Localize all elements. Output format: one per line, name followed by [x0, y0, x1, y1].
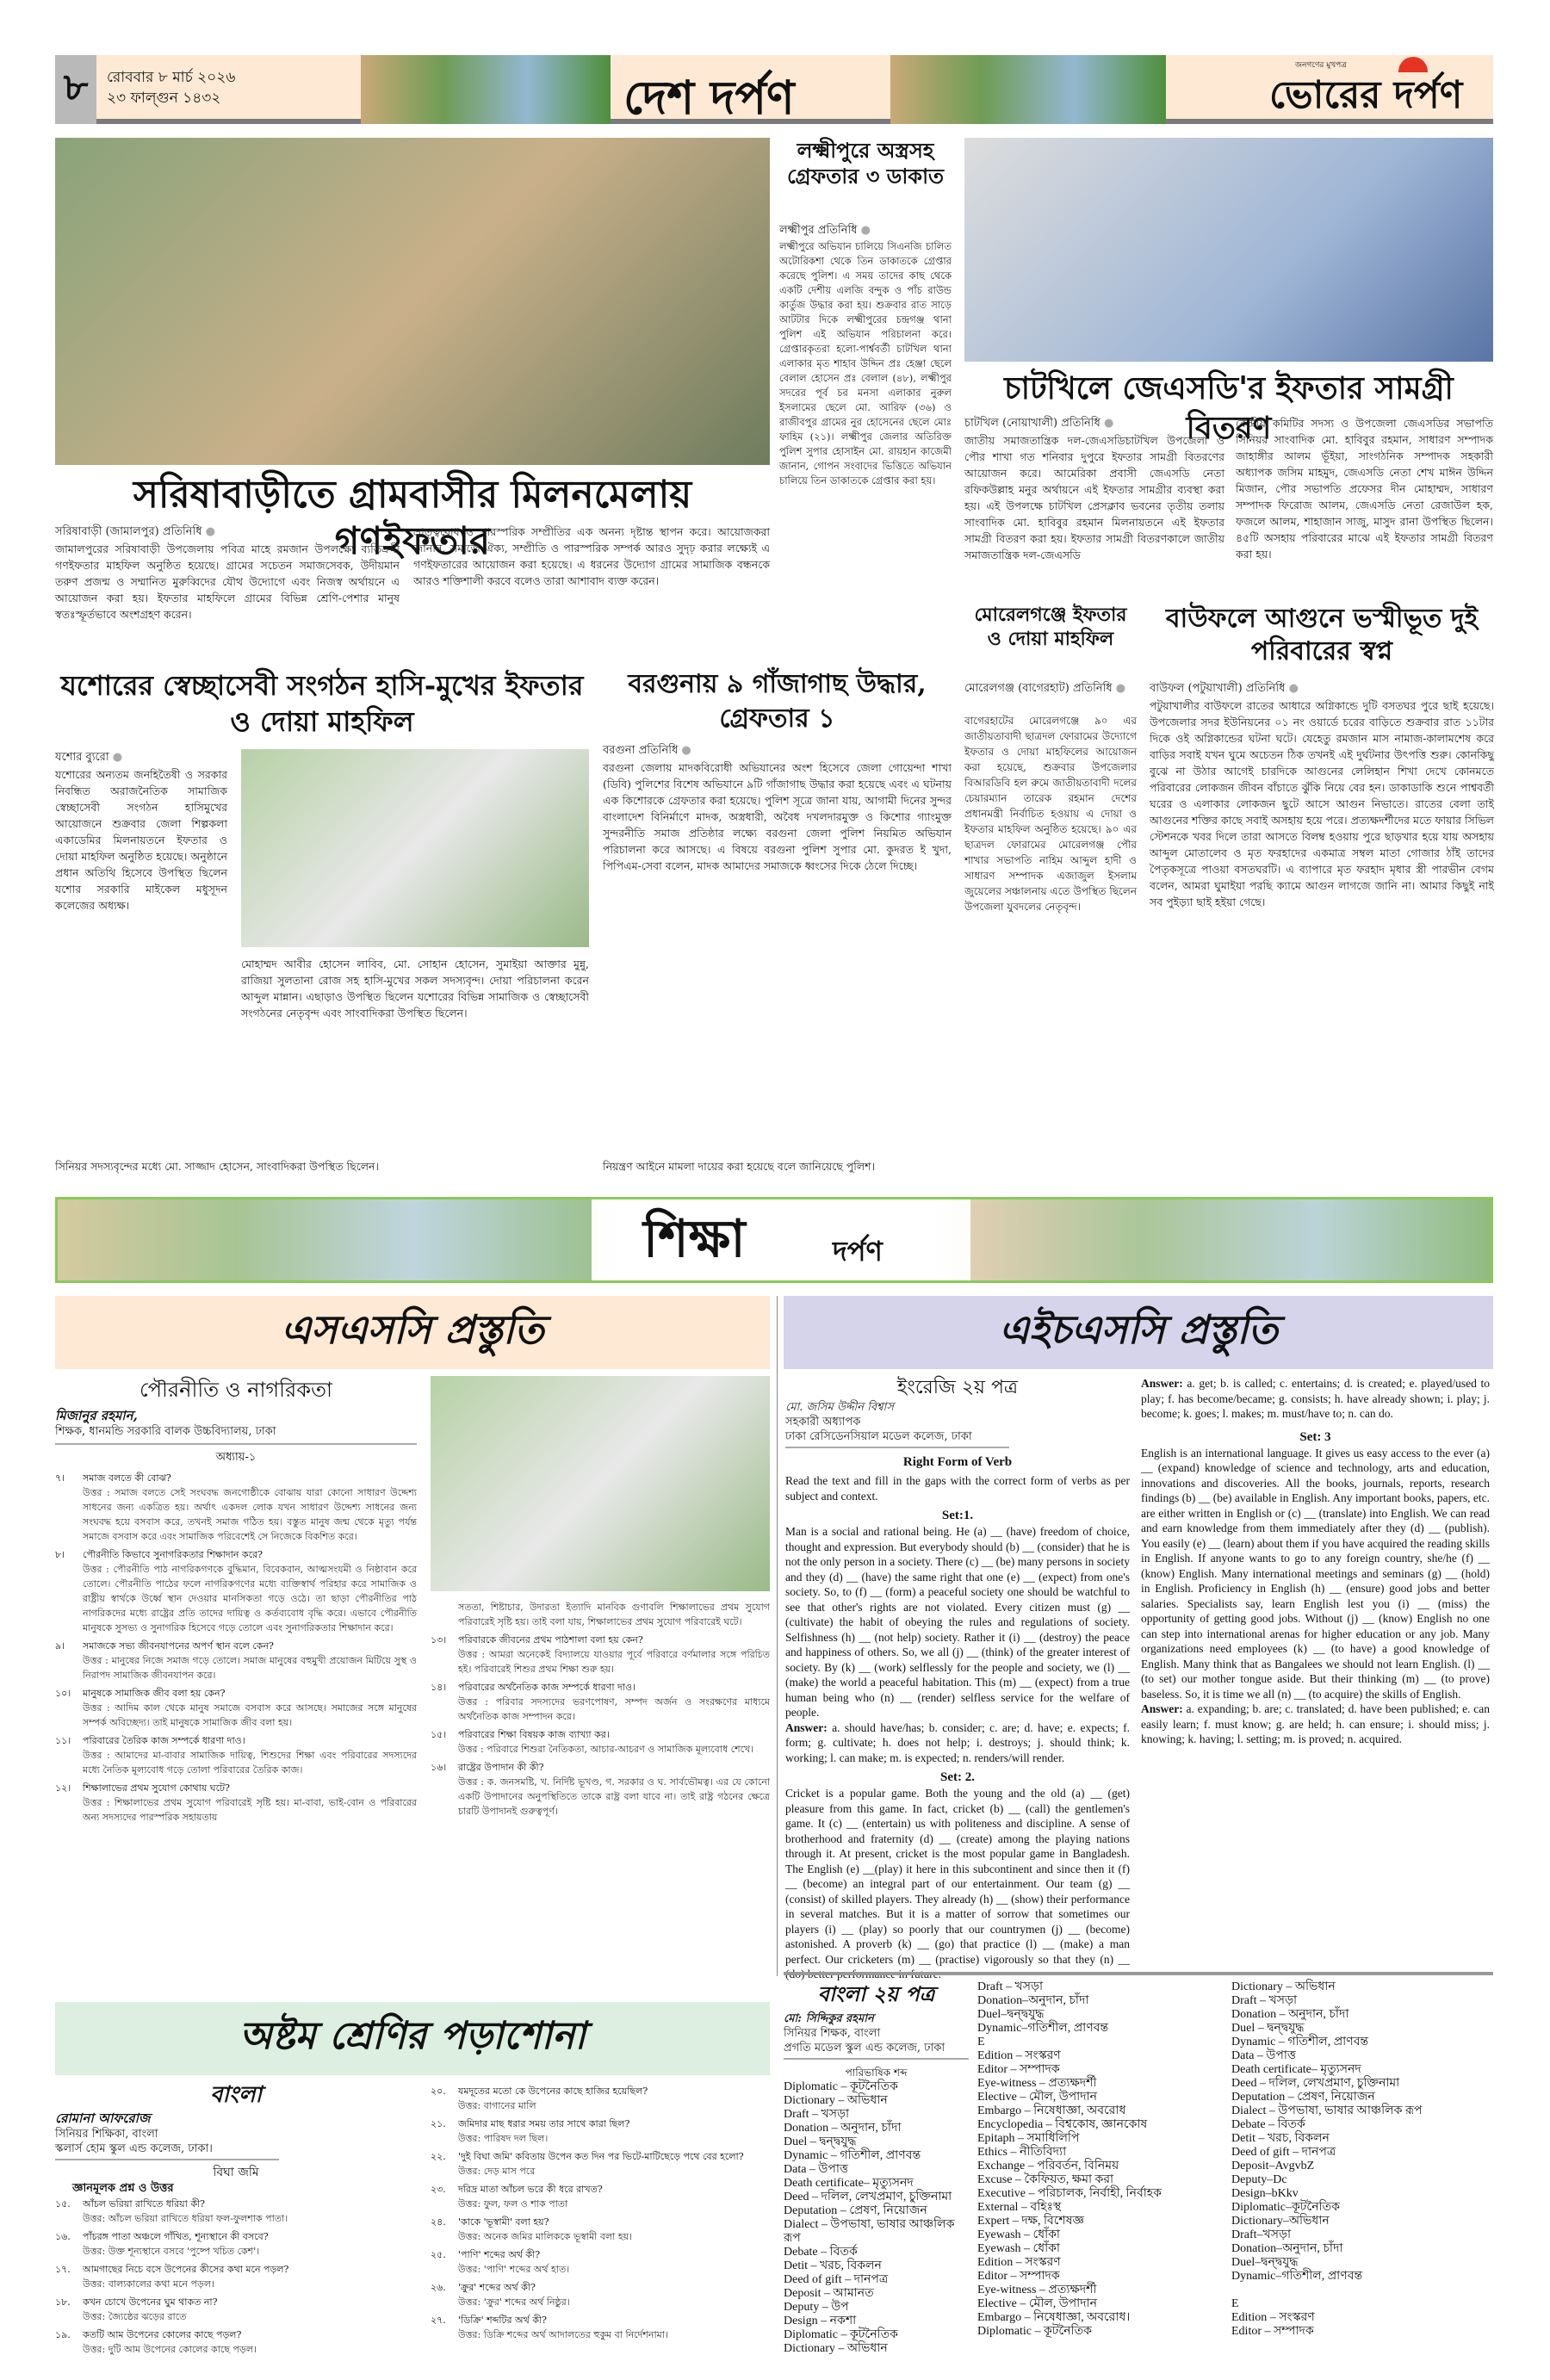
qa-answer: উত্তর: দেড় মাস পরে [458, 2166, 536, 2177]
glossary-heading: পারিভাষিক শব্দ [845, 2067, 908, 2079]
glossary-entry: Deputation – প্রেষণ, নিয়োজন [1231, 2091, 1375, 2104]
ssc-author-role: শিক্ষক, ধানমন্ডি সরকারি বালক উচ্চবিদ্যালয়, ঢাকা [55, 1424, 417, 1445]
glossary-entry: Executive – পরিচালক, নির্বাহী, নির্বাহক [977, 2187, 1162, 2200]
glossary-entry: Eye-witness – প্রত্যক্ষদর্শী [977, 2284, 1097, 2296]
hsc-set2-text: Cricket is a popular game. Both the young and the old (a) __ (get) pleasure from this game. In fact, cricket (b) __ (call) the gentlemen's game. It (c) __ (entertain) us with politeness and discipline. A sense of brotherhood and fraternity (d) __ (create) among the playing nations through it. At present, cricket is the most popular game in Bangladesh. The English (e) __(play) it here in this subcontinent and since then it (f) __ (become) an integral part of our entertainment. Our team (g) __ (consist) of skilled players. They already (h) __ (show) their performance in several matches. But it is a matter of sorrow that sometimes our players (i) __ (play) so poorly that our countrymen (j) __ (become) astonished. A proverb (k) __ (go) that practice (l) __ (make) a man perfect. Our cricketers (m) __ (practise) vigorously so that they (n) __ [785, 1787, 1130, 1966]
glossary-entry: Eye-witness – প্রত্যক্ষদর্শী [977, 2077, 1097, 2090]
glossary-entry: Detit – খরচ, বিকলন [784, 2259, 882, 2272]
qa-number: ১০। [55, 1688, 71, 1699]
glossary-entry: Duel–দ্বন্দ্বযুদ্ধ [977, 2008, 1045, 2021]
qa-answer: সততা, শিষ্টাচার, উদারতা ইত্যাদি মানবিক গুণাবলি শিক্ষালাভের প্রথম সুযোগ পরিবারেই সৃষ্টি হয়। তাই বলা যায়, শিক্ষালাভের প্রথম সুযোগ পরিবারেই ঘটে। [458, 1602, 770, 1627]
qa-number: ১৯. [55, 2329, 71, 2340]
section-divider [784, 1972, 1493, 1975]
glossary-entry: Data – উপাত্ত [1231, 2049, 1296, 2062]
qa-question: পৌরনীতি কিভাবে সুনাগরিকতার শিক্ষাদান করে? [83, 1549, 263, 1560]
ssc-chapter: অধ্যায়-১ [215, 1451, 257, 1464]
qa-number: ২০. [431, 2086, 446, 2097]
qa-number [431, 1600, 451, 1629]
qa-question: পরিবারের তৈরিক কাজ সম্পর্কে ধারণা দাও। [83, 1735, 245, 1746]
bangla2-author-inst: প্রগতি মডেল স্কুল এন্ড কলেজ, ঢাকা [784, 2041, 969, 2060]
glossary-entry: Deposit–AvgvbZ [1231, 2160, 1315, 2172]
glossary-entry: Ethics – নীতিবিদ্যা [977, 2146, 1067, 2159]
qa-item [431, 1760, 770, 1819]
story-text-sarishabari-2: ভ্রাতৃত্ববোধ ও পারস্পরিক সম্প্রীতির এক অনন্য দৃষ্টান্ত স্থাপন করে। আয়োজকরা জানান, সমাজে ঐক্য, সম্প্রীতি ও পারস্পরিক সম্পর্ক আরও সুদৃঢ় করার লক্ষ্যেই এ গণইফতারের আয়োজন করা হয়েছে। এ ধরনের উদ্যোগ গ্রামের সামাজিক বন্ধনকে আরও শক্তিশালী করবে বলেও তারা আশাবাদ ব্যক্ত করেন। [413, 525, 770, 587]
qa-item [431, 1633, 770, 1677]
glossary-entry: Deed of gift – দানপত্র [1231, 2146, 1336, 2159]
glossary-entry: Edition – সংস্করণ [1231, 2311, 1315, 2324]
qa-answer: উত্তর: বাগানের মালি [458, 2100, 536, 2111]
qa-item [431, 2182, 770, 2211]
qa-question: কখন চোখে উপেনের ঘুম থাকত না? [83, 2296, 218, 2308]
glossary-entry: Dynamic – গতিশীল, প্রাণবন্ত [784, 2149, 921, 2162]
hsc-author: মো. জসিম উদ্দীন বিশ্বাস [785, 1401, 894, 1414]
glossary-entry: Edition – সংস্করণ [977, 2256, 1061, 2269]
glossary-entry: Encyclopedia – বিশ্বকোষ, জ্ঞানকোষ [977, 2118, 1148, 2131]
qa-number: ৮। [55, 1549, 65, 1560]
glossary-entry: Death certificate– মৃত্যুসনদ [1231, 2063, 1361, 2076]
glossary-entry: Diplomatic – কূটনৈতিক [977, 2325, 1092, 2338]
qa-number: ১৫। [431, 1729, 447, 1740]
glossary-entry: Duel – দ্বন্দ্বযুদ্ধ [1231, 2022, 1305, 2035]
brand-tagline: জনগণের মুখপত্র [1295, 61, 1347, 70]
glossary-entry: Donation – অনুদান, চাঁদা [784, 2122, 902, 2135]
bangla2-title: বাংলা ২য় পত্র [817, 1981, 935, 2006]
glossary-entry: Deed – দলিল, লেখপ্রমাণ, চুক্তিনামা [784, 2191, 952, 2203]
qa-question: পাঁচরঙ্গ পাতা অঞ্চলে গাঁথিত, শূন্যস্থানে কী বসবে? [83, 2231, 269, 2242]
qa-number: ১৬. [55, 2231, 71, 2242]
answer-text: a. should have/has; b. consider; c. are; d. have; e. expects; f. form; g. cultivate; h. does not help; i. destroys; j. should think; k. working; l. can make; m. is expected; n. renders/will render. [785, 1720, 1130, 1764]
headline-bauphal: বাউফলে আগুনে ভস্মীভূত দুই পরিবারের স্বপ্ন [1165, 604, 1479, 666]
ssc-band: এসএসসি প্রস্তুতি [55, 1296, 770, 1369]
qa-answer: উত্তর: 'ক্রুর' শব্দের অর্থ নিষ্ঠুর। [458, 2296, 570, 2308]
glossary-col-3 [1231, 1980, 1490, 2339]
qa-item [431, 2313, 770, 2342]
glossary-entry: Dynamic–গতিশীল, প্রাণবন্ত [977, 2022, 1109, 2035]
qa-item [55, 2327, 417, 2357]
glossary-col-2 [977, 1980, 1218, 2339]
qa-number: ২৫. [431, 2249, 446, 2260]
masthead [55, 55, 1493, 124]
qa-answer: উত্তর : শিক্ষালাভের প্রথম সুযোগ পরিবারেই সৃষ্টি হয়। মা-বাবা, ভাই-বোন ও পরিবারের অন্য সদস্যদের পারস্পরিক সহায়তায় [83, 1797, 417, 1823]
headline-laxmipur: লক্ষ্মীপুরে অস্ত্রসহ গ্রেফতার ৩ ডাকাত [786, 138, 945, 189]
qa-question: কতটি আম উপেনের কোলের কাছে পড়ল? [83, 2329, 242, 2340]
glossary-entry: Eyewash – ধোঁকা [977, 2242, 1060, 2255]
glossary-entry: Dynamic–গতিশীল, প্রাণবন্ত [1231, 2270, 1363, 2283]
qa-answer: উত্তর: 'পাণি' শব্দের অর্থ হাত। [458, 2264, 570, 2275]
glossary-entry: E [977, 2036, 985, 2048]
answer-text: a. expanding; b. are; c. translated; d. have been published; e. can easily learn; f. must know; g. are held; h. can ensure; i. should miss; j. knowing; k. having; l. setting; m. is proved; n. acquired. [1141, 1702, 1490, 1745]
ssc-qa-list [55, 1471, 417, 1828]
qa-number: ২৩. [431, 2184, 446, 2195]
qa-question: পরিবারের অর্থনৈতিক কাজ সম্পর্কে ধারণা দাও। [458, 1682, 636, 1693]
qa-question: শিক্ষালাভের প্রথম সুযোগ কোথায় ঘটে? [83, 1782, 230, 1794]
qa-item [431, 2149, 770, 2179]
qa-answer: উত্তর : আমাদের মা-বাবার সামাজিক দায়িত্ব, শিশুদের শিক্ষা এবং পরিবারের সদস্যদের মধ্যে নৈতিক মূল্যবোধ গড়ে তোলা পরিবারের তৈরিক কাজ। [83, 1750, 417, 1776]
glossary-entry: Design – নকশা [784, 2315, 857, 2327]
photo-jashore-iftar [241, 749, 589, 947]
glossary-entry: Draft–খসড়া [1231, 2228, 1292, 2241]
qa-number: ৯। [55, 1640, 65, 1652]
column-divider [777, 1296, 778, 1976]
ssc-qa-list-2 [431, 1600, 770, 1822]
hsc-set3-answer [1141, 1701, 1490, 1747]
glossary-col-1 [784, 2080, 969, 2356]
qa-question: রাষ্ট্রের উপাদান কী কী? [458, 1762, 544, 1773]
qa-item [431, 2247, 770, 2277]
qa-question: মানুষকে সামাজিক জীব বলা হয় কেন? [83, 1688, 226, 1699]
glossary-entry: Death certificate– মৃত্যুসনদ [784, 2177, 914, 2190]
hsc-author-role: সহকারী অধ্যাপক [785, 1416, 861, 1429]
header-photo-strip-right [890, 55, 1166, 124]
qa-answer: উত্তর : পৌরনীতি পাঠ নাগরিকগণকে বুদ্ধিমান, বিবেকবান, আত্মসংযমী ও নিষ্ঠাবান করে তোলে। পৌরনীতি পাঠের ফলে নাগরিকগণের মধ্যে ব্যক্তিস্বার্থ পরিহার করে সামাজিক ও রাষ্ট্রীয় স্বার্থকে উর্ধ্বে স্থান দেওয়ার মানসিকতা গড়ে ওঠে। তা ছাড়া পৌরনীতির পাঠ নাগরিকদের মধ্যে রাষ্ট্রের প্রতি তাদের দায়িত্ব ও কর্তব্যবোধ বৃদ্ধি করে। এভাবে পৌরনীতি মানুষকে সুসভ্য ও সুনাগরিক হিসেবে গড়ে তোলে এবং সুনাগরিকতার শিক্ষাদান করে। [83, 1564, 417, 1633]
date-gregorian: রোববার ৮ মার্চ ২০২৬ [107, 69, 236, 86]
qa-number: ১৬। [431, 1762, 447, 1773]
qa-answer: উত্তর: উক্ত শূন্যস্থানে বসবে 'পুষ্পে খচিত কেশ'। [83, 2246, 260, 2257]
qa-number: ২২. [431, 2151, 446, 2162]
glossary-entry: Draft – খসড়া [784, 2108, 850, 2121]
story-text-chatkhil-2: কেন্দ্রীয় কমিটির সদস্য ও উপজেলা জেএসডির সভাপতি সিনিয়র সাংবাদিক মো. হাবিবুর রহমান, সাধারণ সম্পাদক জাহাঙ্গীর আলম ভূঁইয়া, সাংগঠনিক সম্পাদক সহকারী অধ্যাপক জসিম মাহমুদ, জেএসডি নেতা শেখ মাঈন উদ্দিন মিজান, পৌর সভাপতি প্রফেসর দীন মোহাম্মদ, সাধারণ সম্পাদক ফিরোজ আলম, জেএসডি নেতা রেজাউল হক, ফজলে আলম, শাহাজান সাজু, মাসুদ রানা উপস্থিত ছিলেন। ৪৫টি অসহায় পরিবারের মাঝে এই ইফতার সামগ্রী বিতরণ করা হয়। [1236, 417, 1493, 561]
glossary-entry: Deputy–Dc [1231, 2173, 1287, 2186]
qa-item [431, 2084, 770, 2113]
class8-author-inst: স্কলার্স হোম স্কুল এন্ড কলেজ, ঢাকা। [55, 2141, 279, 2160]
glossary-entry: Diplomatic–কূটনৈতিক [1231, 2201, 1340, 2214]
answer-label: Answer: [1141, 1702, 1183, 1715]
glossary-entry: Duel–দ্বন্দ্বযুদ্ধ [1231, 2256, 1299, 2269]
qa-question: 'দুই বিঘা জমি' কবিতায় উপেন কত দিন পর ভিটে-মাটিছেড়ে পথে বের হলো? [458, 2151, 744, 2162]
qa-answer: উত্তর: পারিষদ দল ছিল। [458, 2133, 549, 2144]
qa-answer: উত্তর: অনেক জমির মালিককে ভূস্বামী বলা হয়। [458, 2231, 633, 2242]
qa-question: আঁচল ভরিয়া রাখিতে ধরিয়া কী? [83, 2198, 206, 2210]
hsc-set1-title: Set:1. [941, 1509, 974, 1522]
glossary-entry: Editor – সম্পাদক [977, 2063, 1060, 2076]
story-text-jashore-closing: সিনিয়র সদস্যবৃন্দের মধ্যে মো. সাজ্জাদ হোসেন, সাংবাদিকরা উপস্থিত ছিলেন। [55, 1160, 379, 1173]
qa-answer: উত্তর: ফুল, ফল ও শাক পাতা [458, 2198, 568, 2210]
glossary-entry: Epitaph – সমাধিলিপি [977, 2132, 1080, 2145]
qa-answer: উত্তর : সমাজ বলতে সেই সংঘবদ্ধ জনগোষ্ঠীকে বোঝায় যারা কোনো সাধারণ উদ্দেশ্য সাধনের জন্য একত্রিত হয়। অর্থাৎ একদল লোক যখন সাধারণ উদ্দেশ্য সাধনের জন্য সংঘবদ্ধ হয়ে বসবাস করে, তখনই সমাজ গঠিত হয়। বস্তুত মানুষ জন্ম থেকে মৃত্যু পর্যন্ত সমাজে বসবাস করে এবং সামাজিক পরিবেশেই সে নিজেকে বিকশিত করে। [83, 1487, 417, 1542]
hsc-left-column [785, 1376, 1130, 1982]
qa-number: ২১. [431, 2118, 446, 2129]
qa-answer: উত্তর: জ্যৈষ্ঠের ঝড়ের রাতে [83, 2311, 187, 2322]
qa-answer: উত্তর: দুটি আম উপেনের কোলের কাছে পড়ল। [83, 2344, 257, 2355]
story-text-laxmipur: লক্ষ্মীপুরে অভিযান চালিয়ে সিএনজি চালিত অটোরিকশা থেকে তিন ডাকাতকে গ্রেপ্তার করেছে পুলিশ। এ সময় তাদের কাছ থেকে একটি দেশীয় এলজি বন্দুক ও পাঁচ রাউন্ড কার্তুজ উদ্ধার করা হয়। শুক্রবার রাত সাড়ে আটটার দিকে লক্ষ্মীপুরের চন্দ্রগঞ্জ থানা পুলিশ এই অভিযান পরিচালনা করে। গ্রেপ্তারকৃতরা হলো-পার্শ্ববর্তী চাটখিল থানা এলাকার মৃত শাহাব উদ্দিন প্রঃ হেঞ্জা ছেলে বেলাল হোসেন প্রঃ বেলাল (৪৮), লক্ষ্মীপুর সদরের পূর্ব চর মনসা এলাকার নুরুল ইসলামের ছেলে মো. আরিফ (৩৬) ও রাজীবপুর গ্রামের নুর হোসেনের ছেলে মোঃ ফাহিম (২১)। লক্ষ্মীপুর জেলার অতিরিক্ত পুলিশ সুপার হোসাইন মো. রায়হান কাজেমী জানান, গোপন সংবাদের ভিত্তিতে অভিযান চালিয়ে তিন ডাকাতকে গ্রেপ্তার করা হয়। [779, 240, 952, 487]
glossary-entry: Editor – সম্পাদক [1231, 2325, 1314, 2338]
qa-item [55, 1547, 417, 1635]
sun-logo-icon [1398, 57, 1428, 72]
qa-item [55, 1781, 417, 1825]
glossary-entry: Deposit – আমানত [784, 2287, 874, 2300]
glossary-entry: Dictionary – অভিধান [784, 2342, 888, 2355]
glossary-entry: Debate – বিতর্ক [1231, 2118, 1305, 2131]
hsc-set1-answer [785, 1720, 1130, 1766]
hsc-set1-text: Man is a social and rational being. He (a) __ (have) freedom of choice, thought and expression. But everybody should (b) __ (consider) that he is not the only person in a society. There (c) __ (be) many persons in society and they (d) __ (have) the same right that one (e) __ (expect) from one's society. So, to (f) __ (form) a peaceful society one should be watchful to see that other's rights are not violated. Every citizen must (g) __ (cultivate) the habit of obeying the rules and regulations of society. Selfishness (h) __ (not help) society. Rather it (i) __ (destroy) the peace and happiness of others. So, we all (j) __ (think) of the greater interest of society. By (k) __ (work) selflessly for the people and society, we (l) __ (make) the world a peaceful habitation. This (m) __ (expect) from a true human being who (n) __ (render) selfless service for the welfare of people. [785, 1525, 1130, 1719]
glossary-entry: Eyewash – ধোঁকা [977, 2228, 1060, 2241]
qa-number: ১৪। [431, 1682, 447, 1693]
glossary-entry: External – বহিঃস্থ [977, 2201, 1062, 2214]
qa-item [55, 1733, 417, 1777]
qa-question: দরিদ্র মাতা আঁচল ভরে কী ধরে রাখত? [458, 2184, 603, 2195]
qa-answer: উত্তর : পরিবারে শিশুরা নৈতিকতা, আচার-আচরণ ও সামাজিক মূল্যবোধ শেখে। [458, 1744, 754, 1755]
qa-number: ১৭. [55, 2264, 71, 2275]
headline-morelganj: মোরেলগঞ্জে ইফতার ও দোয়া মাহফিল [974, 604, 1127, 650]
qa-item [431, 2117, 770, 2146]
banner-title: শিক্ষা [643, 1209, 746, 1269]
qa-item [431, 1680, 770, 1724]
photo-chatkhil-distribution [964, 138, 1493, 362]
ssc-author: মিজানুর রহমান, [55, 1408, 138, 1423]
glossary-entry: Dialect – উপভাষা, ভাষার আঞ্চলিক রূপ [1231, 2104, 1423, 2117]
shiksha-darpan-banner [55, 1197, 1493, 1283]
hsc-set3-title: Set: 3 [1299, 1429, 1331, 1444]
qa-number: ৭। [55, 1472, 65, 1484]
glossary-entry: Diplomatic – কূটনৈতিক [784, 2328, 898, 2341]
hsc-set2-title: Set: 2. [940, 1770, 975, 1784]
glossary-entry: Dialect – উপভাষা, ভাষার আঞ্চলিক রূপ [784, 2218, 955, 2245]
qa-item [55, 2197, 417, 2226]
qa-item [431, 2280, 770, 2309]
class8-author-role: সিনিয়র শিক্ষিকা, বাংলা [55, 2128, 158, 2141]
qa-answer: উত্তর : আমরা অনেকেই বিদ্যালয়ে যাওয়ার পূর্বে পরিবারে বর্ণমালার সঙ্গে পরিচিত হই। পরিবারেই শিশুর প্রথম শিক্ষা শুরু হয়। [458, 1649, 770, 1675]
hsc-instruction: Read the text and fill in the gaps with the correct form of verbs as per subject and context. [785, 1474, 1130, 1503]
glossary-entry: Draft – খসড়া [977, 1980, 1044, 1993]
qa-item [431, 1600, 770, 1629]
qa-answer: উত্তর : মানুষের নিজে সমাজ গড়ে তোলে। সমাজ মানুষের বহুমুখী প্রয়োজন মিটিয়ে সুস্থ ও নিরাপদ সামাজিক জীবনযাপন করে। [83, 1655, 417, 1681]
qa-answer: উত্তর: আঁচল ভরিয়া রাখিতে ধরিয়া ফল-ফুলশাক পাতা। [83, 2213, 288, 2224]
glossary-entry: Elective – মৌল, উপাদান [977, 2091, 1097, 2104]
glossary-entry: Deed of gift – দানপত্র [784, 2273, 889, 2286]
byline-jashore: যশোর ব্যুরো ● [55, 749, 227, 767]
qa-answer: উত্তর : ক. জনসমষ্টি, খ. নির্দিষ্ট ভূখণ্ড, গ. সরকার ও ঘ. সার্বভৌমত্ব। এর যে কোনো একটি উপাদানের অনুপস্থিতিতে তাকে রাষ্ট্র বলা যাবে না। তাই রাষ্ট্র গঠনের ক্ষেত্রে চারটি উপাদানই গুরুত্বপূর্ণ। [458, 1776, 770, 1817]
glossary-entry: Donation–অনুদান, চাঁদা [1231, 2242, 1343, 2255]
story-text-barguna-closing: নিয়ন্ত্রণ আইনে মামলা দায়ের করা হয়েছে বলে জানিয়েছে পুলিশ। [603, 1160, 876, 1173]
qa-answer: উত্তর : আদিম কাল থেকে মানুষ সমাজে বসবাস করে আসছে। সমাজের সঙ্গে মানুষের সম্পর্ক অবিচ্ছেদ্য। তাই মানুষকে সামাজিক জীব বলা হয়। [83, 1702, 417, 1728]
glossary-entry: Dynamic – গতিশীল, প্রাণবন্ত [1231, 2036, 1369, 2048]
ssc-subject: পৌরনীতি ও নাগরিকতা [140, 1378, 332, 1402]
qa-item [431, 1727, 770, 1757]
headline-barguna: বরগুনায় ৯ গাঁজাগাছ উদ্ধার, গ্রেফতার ১ [628, 669, 927, 734]
glossary-entry: Embargo – নিষেধাজ্ঞা, অবরোধ [977, 2104, 1126, 2117]
photo-students-studying [431, 1376, 770, 1591]
qa-answer: উত্তর : পরিবার সদস্যদের ভরণপোষণ, সম্পদ অর্জন ও সংরক্ষণের মাধ্যমে অর্থনৈতিক কাজ সম্পাদন করে। [458, 1696, 770, 1722]
glossary-entry [1231, 2284, 1490, 2297]
glossary-entry: Design–bKkv [1231, 2187, 1299, 2200]
qa-question: 'ক্রুর' শব্দের অর্থ কী? [458, 2282, 536, 2293]
qa-question: জমিদার মাছ ধরার সময় তার সাথে কারা ছিল? [458, 2118, 630, 2129]
qa-question: সমাজ বলতে কী বোঝ? [83, 1472, 171, 1484]
answer-label: Answer: [785, 1720, 828, 1734]
bangla2-left-column [784, 1980, 969, 2356]
class8-band: অষ্টম শ্রেণির পড়াশোনা [55, 2002, 770, 2075]
glossary-entry: Elective – মৌল, উপাদান [977, 2297, 1097, 2310]
qa-number: ২৭. [431, 2315, 446, 2326]
qa-question: 'ডিক্রি' শব্দটির অর্থ কী? [458, 2315, 547, 2326]
glossary-entry: Duel – দ্বন্দ্বযুদ্ধ [784, 2135, 857, 2148]
glossary-entry: Dictionary – অভিধান [784, 2094, 888, 2107]
brand-logo: ভোরের দর্পণ [1269, 73, 1463, 117]
glossary-entry: Exchange – পরিবর্তন, বিনিময় [977, 2160, 1119, 2172]
byline-morelganj: মোরেলগঞ্জ (বাগেরহাট) প্রতিনিধি ● [964, 680, 1137, 698]
qa-item [55, 2262, 417, 2291]
banner-photo-left [58, 1199, 592, 1280]
class8-left-column [55, 2080, 417, 2360]
qa-number: ২৬. [431, 2282, 446, 2293]
date-bengali: ২৩ ফাল্গুন ১৪৩২ [107, 90, 221, 107]
bangla2-author: মো: সিদ্দিকুর রহমান [784, 2012, 874, 2025]
photo-iftar-gathering [55, 138, 770, 465]
glossary-entry: E [1231, 2297, 1239, 2310]
class8-author: রোমানা আফরোজ [55, 2110, 151, 2126]
qa-number: ১৩। [431, 1634, 447, 1646]
byline-laxmipur: লক্ষ্মীপুর প্রতিনিধি ● [779, 222, 952, 240]
qa-item [55, 1471, 417, 1544]
class8-subject: বাংলা [209, 2082, 263, 2108]
qa-item [55, 2295, 417, 2324]
glossary-entry: Donation–অনুদান, চাঁদা [977, 1994, 1089, 2007]
byline-barguna: বরগুনা প্রতিনিধি ● [603, 742, 952, 760]
byline-chatkhil: চাটখিল (নোয়াখালী) প্রতিনিধি ● [964, 415, 1224, 433]
qa-question: পরিবারের শিক্ষা বিষয়ক কাজ ব্যাখ্যা কর। [458, 1729, 610, 1740]
answer-text: a. get; b. is called; c. entertains; d. is created; e. played/used to play; f. has become/became; g. consists; h. have already shown; i. play; j. become; k. goes; l. makes; m. must/have to; n. can do. [1141, 1377, 1491, 1420]
qa-number: ১২। [55, 1782, 71, 1794]
glossary-entry: Draft – খসড়া [1231, 1994, 1298, 2007]
qa-item [55, 1686, 417, 1730]
hsc-set2-answer [1141, 1376, 1490, 1422]
bangla2-author-role: সিনিয়র শিক্ষক, বাংলা [784, 2027, 881, 2040]
glossary-entry: Deed – দলিল, লেখপ্রমাণ, চুক্তিনামা [1231, 2077, 1400, 2090]
page-number: ৮ [55, 55, 96, 124]
glossary-entry: Dictionary–অভিধান [1231, 2215, 1330, 2228]
byline-bauphal: বাউফল (পটুয়াখালী) প্রতিনিধি ● [1150, 680, 1494, 698]
class8-qa-heading: জ্ঞানমূলক প্রশ্ন ও উত্তর [72, 2182, 174, 2195]
hsc-right-column [1141, 1376, 1490, 1747]
glossary-entry: Detit – খরচ, বিকলন [1231, 2132, 1330, 2145]
headline-sarishabari: সরিষাবাড়ীতে গ্রামবাসীর মিলনমেলায় গণইফতার [133, 473, 692, 563]
ssc-header-block [55, 1376, 417, 1828]
qa-item [55, 1639, 417, 1683]
qa-question: যমদূতের মতো কে উপেনের কাছে হাজির হয়েছিল? [458, 2086, 648, 2097]
story-text-bauphal: পটুয়াখালীর বাউফলে রাতের আধারে অগ্নিকান্ডে দুটি বসতঘর পুরে ছাই হয়েছে। উপজেলার সদর ইউনিয়নের ০১ নং ওয়ার্ডে চরের বাড়িতে শুক্রবার রাত ১১টার দিকে ওই অগ্নিকান্ডের ঘটনা ঘটে। যেহেতু রমজান মাস নামাজ-কালামশেষ করে বাড়ির সবাই যখন ঘুমে অচেতন ঠিক তখনই এই দুর্ঘটনার উৎপত্তি শুরু। কোনকিছু বুঝে না উঠার আগেই চারদিকে আগুনের লেলিহান শিখা দেখে কোনমতে পরিবারের লোকজন জীবন বাঁচাতে ঝুঁকি নিয়ে বের হন। ডাকাডাকি শুনে পাশ্ববর্তী ঘরের ও এলাকার লোকজন ছুটে আসে আগুন নিভাতে। রাতের বেলা তাই আগুনের শক্তির কাছে সবাই অসহায় হয়ে পরে। প্রত্যক্ষদর্শীদের মতে ফায়ার সিভিল স্টেশনকে খবর দিলে তারা আসতে বিলম্ব হওয়ায় পুরে ছাড়খার হয়ে যায় অসহায় আব্দুল মোতালেব ও মৃত ফরহাদের একমাত্র সম্বল মাতা গোজার ঠাঁই তাদের পৈতৃকসূত্রে পাওয়া বসতঘরটি। এ ব্যাপারে মৃত ফরহাদ মৃধার স্ত্রী পারভীন বেগম বলেন, আমরা ঘুমাইয়া পরছি ক্যামে আগুন লাগজে জানি না। আমার কিছুই নাই সব পুইড়্যা ছাই হইয়া গেছে। [1150, 699, 1494, 908]
story-text-jashore-caption: মোহাম্মদ আবীর হোসেন লাবিব, মো. সোহান হোসেন, সুমাইয়া আক্তার মুন্নু, রাজিয়া সুলতানা রোজ সহ হাসি-মুখের সকল সদস্যবৃন্দ। দোয়া পরিচালনা করেন আব্দুল মান্নান। এছাড়াও উপস্থিত ছিলেন যশোরের বিভিন্ন সামাজিক ও স্বেচ্ছাসেবী সংগঠনের নেতৃবৃন্দ এবং সাংবাদিকরা উপস্থিত ছিলেন। [241, 958, 589, 1020]
qa-answer: উত্তর: বাল্যকালের কথা মনে পড়ল। [83, 2278, 214, 2290]
class8-qa-list [55, 2197, 417, 2360]
hsc-subject: ইংরেজি ২য় পত্র [896, 1377, 1019, 1398]
story-text-jashore: যশোরের অন্যতম জনহিতৈষী ও সরকার নিবন্ধিত অরাজনৈতিক সামাজিক স্বেচ্ছাসেবী সংগঠন হাসিমুখের আয়োজনে শুক্রবার জেলা শিল্পকলা একাডেমির মিলনায়তনে ইফতার ও দোয়া মাহফিল অনুষ্ঠিত হয়েছে। অনুষ্ঠানে প্রধান অতিথি হিসেবে উপস্থিত ছিলেন যশোর সরকারি মাইকেল মধুসূদন কলেজের অধ্যক্ষ। [55, 768, 227, 912]
glossary-entry: Embargo – নিষেধাজ্ঞা, অবরোধ। [977, 2311, 1131, 2324]
qa-number: ১১। [55, 1735, 71, 1746]
glossary-entry: Edition – সংস্করণ [977, 2049, 1061, 2062]
date-block [107, 67, 235, 108]
qa-number: ১৮. [55, 2296, 71, 2308]
section-title: দেশ দর্পণ [623, 70, 795, 125]
story-text-chatkhil-1: জাতীয় সমাজতান্ত্রিক দল-জেএসডিচাটখিল উপজেলা ও পৌর শাখা গত শনিবার দুপুরে ইফতার সামগ্রী বিতরণের আয়োজন করে। আমেরিকা প্রবাসী জেএসডি নেতা রফিকউল্লাহ মনুর অর্থায়নে এই ইফতার সামগ্রীর ব্যবস্থা করা হয়। এই উপলক্ষে চাটখিল প্রেসক্লাব ভবনের তৃতীয় তলায় সাংবাদিক মো. হাবিবুর রহমান মিলনায়তনে এই ইফতার সামগ্রী বিতরণ করা হয়। ইফতার সামগ্রী বিতরণকালে জাতীয় সমাজতান্ত্রিক দল-জেএসডি [964, 434, 1224, 561]
qa-answer: উত্তর: ডিক্রি শব্দের অর্থ আদালতের হুকুম বা নির্দেশনামা। [458, 2329, 668, 2340]
qa-question: 'কাকে 'ভূস্বামী' বলা হয়? [458, 2216, 549, 2228]
byline-sarishabari: সরিষাবাড়ী (জামালপুর) প্রতিনিধি ● [55, 524, 400, 542]
qa-number: ১৫. [55, 2198, 71, 2210]
headline-jashore: যশোরের স্বেচ্ছাসেবী সংগঠন হাসি-মুখের ইফতার ও দোয়া মাহফিল [60, 669, 584, 738]
glossary-entry: Donation – অনুদান, চাঁদা [1231, 2008, 1349, 2021]
glossary-entry: Expert – দক্ষ, বিশেষজ্ঞ [977, 2215, 1084, 2228]
qa-question: পরিবারকে জীবনের প্রথম পাঠশালা বলা হয় কেন? [458, 1634, 643, 1646]
hsc-set3-text: English is an international language. It gives us easy access to the ever (a) __ (expand) knowledge of science and technology, arts and education, innovations and discoveries. All the books, journals, reports, research findings (b) __ (be) available in English. Any important books, papers, etc. are either written in English or (c) __ (translate) into English. We can read and earn knowledge from them immediately after they (d) __ (publish). You easily (e) __ (learn) about them if you have acquired the reading skills in English. If anyone wants to go to any foreign country, she/he (f) __ (know) English. Many international meetings and seminars (g) __ (hold) in English. Proficiency in English (h) __ (ensure) good jobs and better salaries. Specialists say, learn English lest you (i) __ (miss) the opportunity of getting good jobs. Without (j) __ (know) English no one can step into international arenas for higher education or any job. Many organizations need employees (k) __ (to have) a good knowledge of English. Many think that as Bangalees we should not learn English. (l) __ (to set) our mother tongue aside. But their thinking (m) __ (to prove) baseless. So, it is time we all (n) __ (to acquire) the skills of English. [1141, 1446, 1490, 1701]
qa-question: 'পাণি' শব্দের অর্থ কী? [458, 2249, 541, 2260]
banner-subtitle: দর্পণ [833, 1235, 883, 1267]
hsc-section-title: Right Form of Verb [902, 1455, 1013, 1469]
hsc-author-inst: ঢাকা রেসিডেনসিয়াল মডেল কলেজ, ঢাকা [785, 1429, 1009, 1448]
answer-label: Answer: [1141, 1377, 1183, 1390]
qa-question: সমাজকে সভ্য জীবনযাপনের অপর্ণ স্থান বলে কেন? [83, 1640, 274, 1652]
glossary-entry: Dictionary – অভিধান [1231, 1980, 1336, 1993]
hsc-band: এইচএসসি প্রস্তুতি [784, 1296, 1493, 1369]
banner-photo-right [970, 1199, 1491, 1280]
glossary-entry: Data – উপাত্ত [784, 2163, 848, 2176]
header-photo-strip-left [361, 55, 611, 124]
glossary-entry: Editor – সম্পাদক [977, 2270, 1060, 2283]
class8-qa-list-2 [431, 2084, 770, 2346]
glossary-entry: Deputation – প্রেষণ, নিয়োজন [784, 2204, 927, 2217]
qa-number: ২৪. [431, 2216, 446, 2228]
headline-chatkhil: চাটখিলে জেএসডি'র ইফতার সামগ্রী বিতরণ [1004, 370, 1454, 446]
story-text-morelganj: বাগেরহাটের মোরেলগঞ্জে ৯০ এর জাতীয়তাবাদী ছাত্রদল ফোরামের উদ্যোগে ইফতার ও দোয়া মাহফিলের আয়োজন করা হয়েছে, শুক্রবার উপজেলার বিআরডিবি হল রুমে জাতীয়তাবাদী দলের চেয়ারম্যান তারেক রহমান দেশের প্রধানমন্ত্রী নির্বাচিত হওয়ায় এ দোয়া ও ইফতার মাহফিল অনুষ্ঠিত হয়েছে। ৯০ এর ছাত্রদল ফোরামের মোরেলগঞ্জ পৌর শাখার সভাপতি নাহিম আব্দুল হাদী ও সাধারণ সম্পাদক এজাজুল ইসলাম জুয়েলের সঞ্চালনায় এতে উপস্থিত ছিলেন উপজেলা যুবদলের নেতৃবৃন্দ। [964, 715, 1137, 913]
story-text-sarishabari-1: জামালপুরের সরিষাবাড়ী উপজেলায় পবিত্র মাহে রমজান উপলক্ষ্যে ব্যতিক্রমী গণইফতার মাহফিল অনুষ্ঠিত হয়েছে। গ্রামের সচেতন সমাজসেবক, উদীয়মান তরুণ প্রজন্ম ও সম্মানিত মুরুব্বিদের যৌথ উদ্যোগে এবং নিজস্ব অর্থায়নে এ আয়োজন করা হয়। ইফতার মাহফিলে গ্রামের বিভিন্ন শ্রেণি-পেশার মানুষ স্বতঃস্ফূর্তভাবে অংশগ্রহণ করেন। [55, 542, 400, 621]
story-text-barguna: বরগুনা জেলায় মাদকবিরোধী অভিযানের অংশ হিসেবে জেলা গোয়েন্দা শাখা (ডিবি) পুলিশের বিশেষ অভিযানে ৯টি গাঁজাগাছ উদ্ধার করা হয়েছে এবং এ ঘটনায় এক কিশোরকে গ্রেফতার করা হয়েছে। পুলিশ সূত্রে জানা যায়, আগামী দিনের সুন্দর বাংলাদেশ বিনির্মাণে মাদক, অস্ত্রধারী, অবৈধ দখলদারমুক্ত ও কিশোর গ্যাংমুক্ত সুন্দরনীতি সমাজ প্রতিষ্ঠার লক্ষ্যে বরগুনা জেলা পুলিশ নিয়মিত অভিযান পরিচালনা করে আসছে। এ বিষয়ে বরগুনা পুলিশ সুপার মো. কুদরত ই খুদা, পিপিএম-সেবা বলেন, মাদক আমাদের সমাজকে ধ্বংসের দিকে ঠেলে দিচ্ছে। [603, 761, 952, 872]
qa-item [55, 2229, 417, 2259]
glossary-entry: Excuse – কৈফিয়ত, ক্ষমা করা [977, 2173, 1114, 2186]
glossary-entry: Debate – বিতর্ক [784, 2246, 858, 2259]
glossary-entry: Deputy – উপ [784, 2301, 849, 2314]
qa-question: আমগাছের নিচে বসে উপেনের কীসের কথা মনে পড়ল? [83, 2264, 289, 2275]
qa-item [431, 2215, 770, 2244]
class8-lesson: বিঘা জমি [213, 2166, 259, 2179]
glossary-entry: Diplomatic – কূটনৈতিক [784, 2080, 898, 2093]
